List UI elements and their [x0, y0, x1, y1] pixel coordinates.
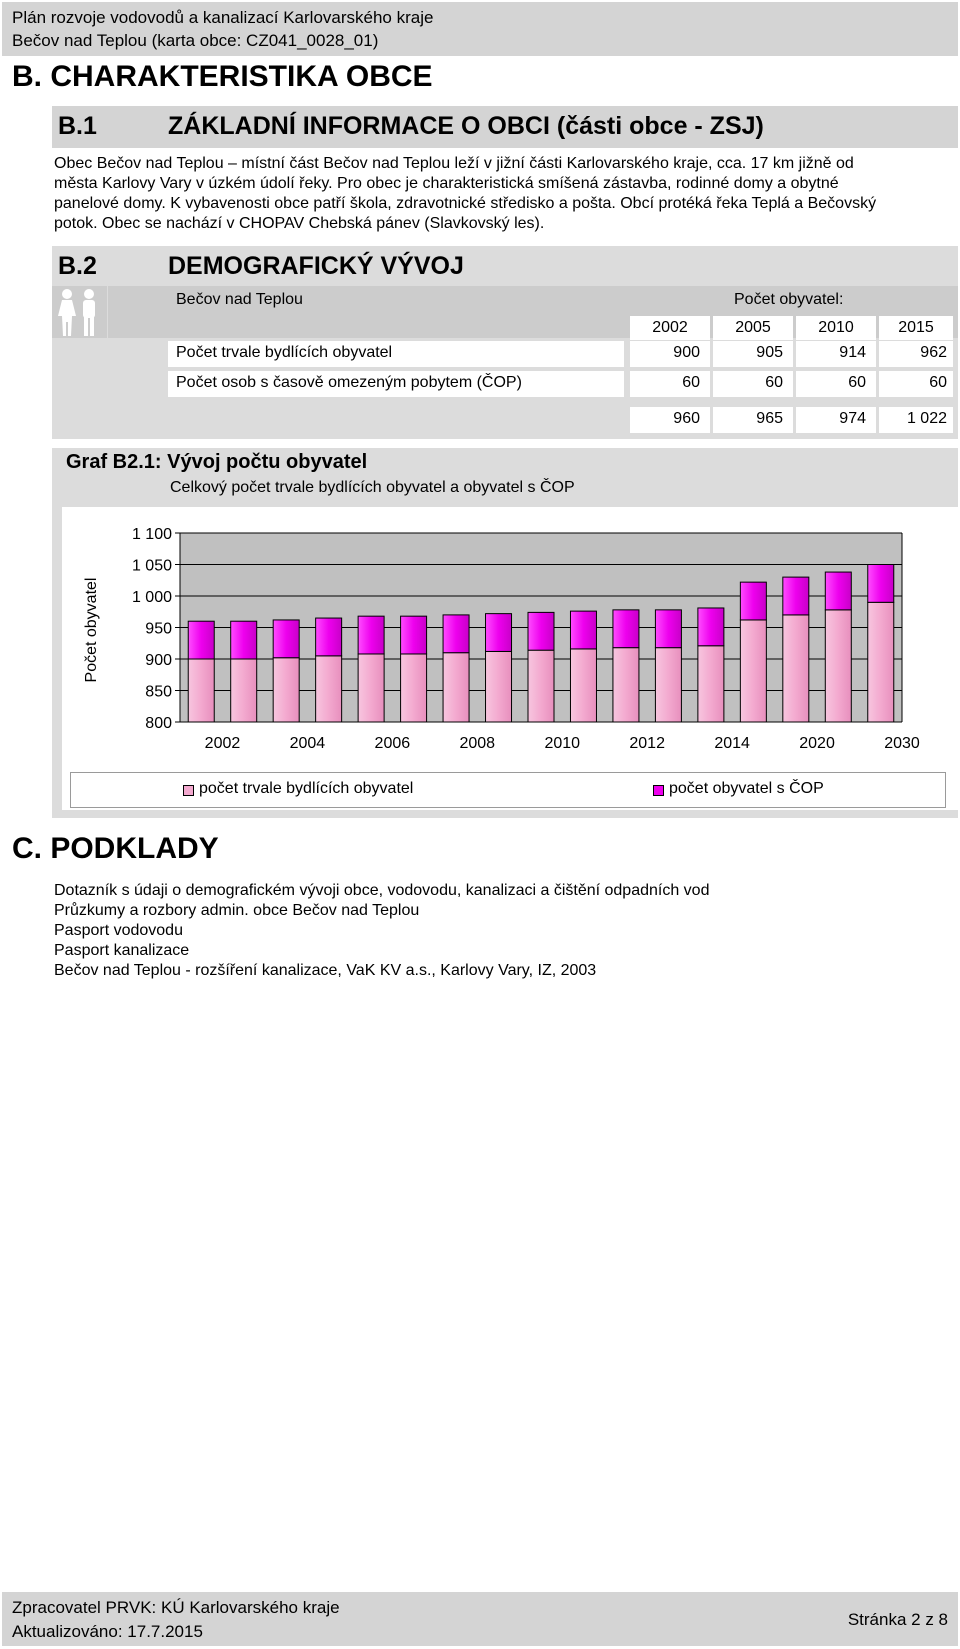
table-row-label: Počet osob s časově omezeným pobytem (ČOP): [176, 374, 522, 391]
table-count-label: Počet obyvatel:: [734, 291, 844, 308]
table-value: 962: [920, 344, 947, 361]
y-tick-label: 1 100: [131, 526, 172, 543]
source-item: Pasport vodovodu: [54, 922, 183, 939]
table-row-label: Počet trvale bydlících obyvatel: [176, 344, 393, 361]
table-value: 60: [929, 374, 947, 391]
x-tick-label: 2012: [629, 735, 665, 752]
legend-label-resident: počet trvale bydlících obyvatel: [199, 780, 414, 797]
table-value: 60: [765, 374, 783, 391]
people-icon: [52, 286, 107, 338]
b2-title: DEMOGRAFICKÝ VÝVOJ: [168, 252, 464, 280]
table-total: 960: [673, 410, 700, 427]
y-tick-label: 1 000: [131, 589, 172, 606]
source-item: Průzkumy a rozbory admin. obce Bečov nad Teplou: [54, 902, 420, 919]
year-cell: [796, 316, 876, 340]
b1-number: B.1: [58, 112, 97, 140]
value-cell: [630, 341, 710, 367]
year-label: 2005: [735, 319, 771, 336]
footer-author: Zpracovatel PRVK: KÚ Karlovarského kraje: [12, 1598, 340, 1617]
x-tick-label: 2004: [289, 735, 326, 752]
graph-subtitle: Celkový počet trvale bydlících obyvatel a obyvatel s ČOP: [170, 479, 575, 496]
year-cell: [630, 316, 710, 340]
value-cell: [630, 371, 710, 397]
footer-page-number: Stránka 2 z 8: [847, 1610, 948, 1629]
x-tick-label: 2002: [204, 735, 241, 752]
source-item: Dotazník s údaji o demografickém vývoji obce, vodovodu, kanalizaci a čištění odpadních vod: [54, 882, 710, 899]
table-total: 1 022: [906, 410, 947, 427]
header-subtitle: Bečov nad Teplou (karta obce: CZ041_0028_01): [12, 31, 379, 50]
header-title: Plán rozvoje vodovodů a kanalizací Karlovarského kraje: [12, 8, 434, 27]
legend-swatch-cop: [653, 785, 664, 796]
y-tick-label: 950: [145, 620, 172, 638]
b1-text-line: panelové domy. K vybavenosti obce patří škola, zdravotnické středisko a pošta. Obcí protéká řeka Teplá a Bečovský: [54, 195, 877, 212]
legend-label-cop: počet obyvatel s ČOP: [669, 780, 824, 797]
y-tick-label: 850: [145, 683, 172, 701]
b1-text-line: potok. Obec se nachází v CHOPAV Chebská pánev (Slavkovský les).: [54, 215, 545, 232]
chart-legend: [70, 772, 946, 808]
total-cell: [796, 407, 876, 433]
value-cell: [713, 371, 793, 397]
footer-updated: Aktualizováno: 17.7.2015: [12, 1622, 203, 1641]
b1-text-line: Obec Bečov nad Teplou – místní část Bečov nad Teplou leží v jižní části Karlovarského kraje, cca. 17 km jižně od: [54, 155, 854, 172]
x-tick-label: 2008: [459, 735, 496, 752]
legend-swatch-resident: [183, 785, 194, 796]
table-total: 965: [756, 410, 783, 427]
b1-text-line: města Karlovy Vary v úzkém údolí řeky. Pro obec je charakteristická smíšená zástavba, rodinné domy a obytné: [54, 175, 839, 192]
section-c-heading: C. PODKLADY: [12, 832, 219, 865]
b1-description: [54, 154, 944, 234]
table-municipality-label: Bečov nad Teplou: [176, 291, 303, 308]
graph-title: Graf B2.1: Vývoj počtu obyvatel: [66, 451, 368, 473]
source-item: Pasport kanalizace: [54, 942, 190, 959]
x-tick-label: 2020: [799, 735, 835, 752]
x-tick-label: 2014: [714, 735, 750, 752]
table-total: 974: [839, 410, 866, 427]
total-cell: [713, 407, 793, 433]
chart-area: [62, 507, 958, 810]
total-cell: [879, 407, 953, 433]
table-value: 914: [839, 344, 866, 361]
section-b-heading: B. CHARAKTERISTIKA OBCE: [12, 60, 433, 93]
b1-title: ZÁKLADNÍ INFORMACE O OBCI (části obce - ZSJ): [168, 112, 764, 140]
year-label: 2015: [898, 319, 934, 336]
value-cell: [796, 371, 876, 397]
y-tick-label: 800: [145, 715, 172, 732]
x-tick-label: 2010: [544, 735, 581, 752]
b2-number: B.2: [58, 252, 97, 280]
y-tick-label: 900: [145, 652, 172, 669]
total-cell: [630, 407, 710, 433]
value-cell: [879, 341, 953, 367]
source-item: Bečov nad Teplou - rozšíření kanalizace, VaK KV a.s., Karlovy Vary, IZ, 2003: [54, 962, 597, 979]
x-tick-label: 2030: [884, 735, 920, 752]
year-cell: [879, 316, 953, 340]
year-cell: [713, 316, 793, 340]
year-label: 2002: [652, 319, 688, 336]
value-cell: [796, 341, 876, 367]
chart-y-axis-label: Počet obyvatel: [83, 577, 100, 683]
table-value: 905: [756, 344, 783, 361]
value-cell: [713, 341, 793, 367]
table-value: 900: [673, 344, 700, 361]
x-tick-label: 2006: [374, 735, 411, 752]
y-tick-label: 1 050: [131, 557, 172, 575]
year-label: 2010: [818, 319, 854, 336]
table-value: 60: [848, 374, 866, 391]
table-value: 60: [682, 374, 700, 391]
value-cell: [879, 371, 953, 397]
